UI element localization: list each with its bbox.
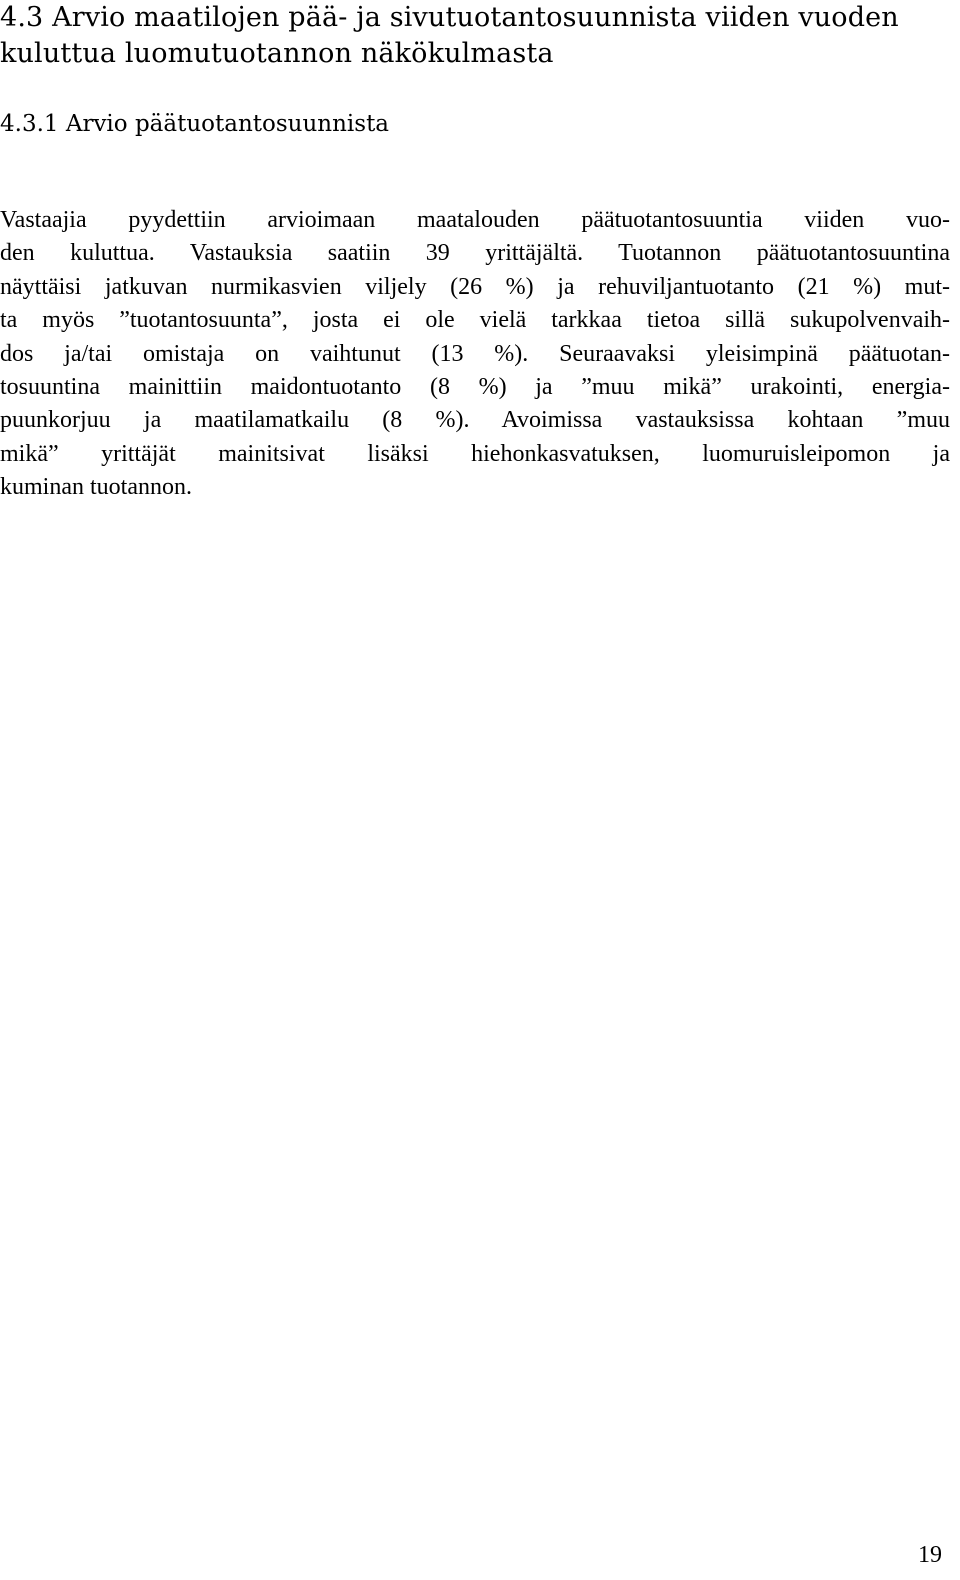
paragraph-line: den kuluttua. Vastauksia saatiin 39 yrittäjältä. Tuotannon päätuotantosuuntina: [0, 240, 950, 267]
section-heading-line-2: kuluttua luomutuotannon näkökulmasta: [0, 38, 554, 69]
paragraph-line: puunkorjuu ja maatilamatkailu (8 %). Avoimissa vastauksissa kohtaan ”muu: [0, 407, 950, 434]
paragraph-line: dos ja/tai omistaja on vaihtunut (13 %). Seuraavaksi yleisimpinä päätuotan-: [0, 340, 950, 367]
section-heading: [0, 0, 950, 72]
paragraph-line: ta myös ”tuotantosuunta”, josta ei ole vielä tarkkaa tietoa sillä sukupolvenvaih-: [0, 307, 950, 334]
section-heading-line-1: 4.3 Arvio maatilojen pää- ja sivutuotantosuunnista viiden vuoden: [0, 2, 899, 33]
paragraph-line: Vastaajia pyydettiin arvioimaan maatalouden päätuotantosuuntia viiden vuo-: [0, 207, 950, 233]
subsection-heading: 4.3.1 Arvio päätuotantosuunnista: [0, 111, 390, 137]
body-paragraph: [0, 204, 950, 505]
paragraph-line: näyttäisi jatkuvan nurmikasvien viljely (26 %) ja rehuviljantuotanto (21 %) mut-: [0, 273, 950, 300]
paragraph-line-last: kuminan tuotannon.: [0, 474, 192, 501]
page-number: 19: [918, 1542, 942, 1568]
paragraph-line: tosuuntina mainittiin maidontuotanto (8 %) ja ”muu mikä” urakointi, energia-: [0, 374, 950, 401]
paragraph-line: mikä” yrittäjät mainitsivat lisäksi hiehonkasvatuksen, luomuruisleipomon ja: [0, 440, 950, 467]
